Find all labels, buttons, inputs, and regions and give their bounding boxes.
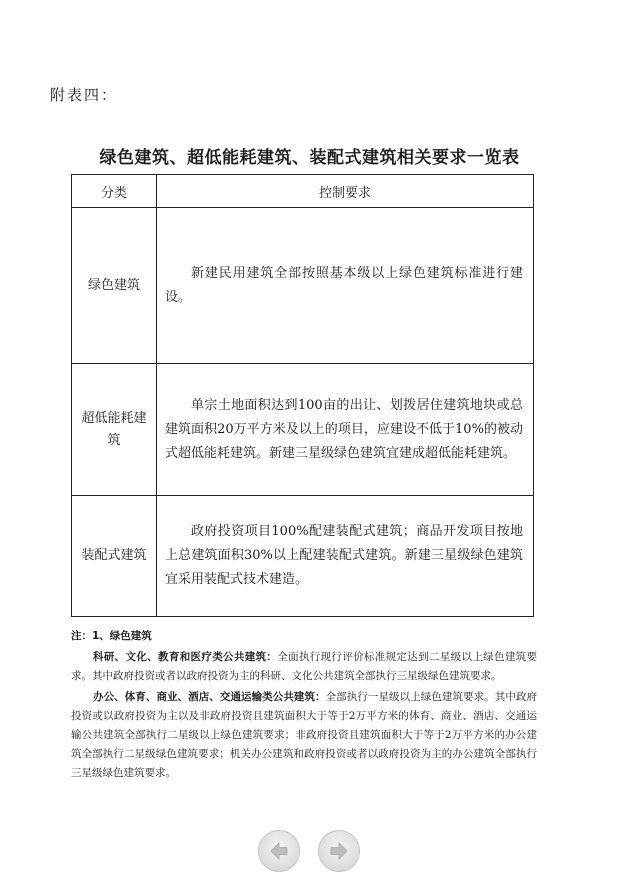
row-requirement: 政府投资项目100%配建装配式建筑；商品开发项目按地上总建筑面积30%以上配建装配式建筑。新建三星级绿色建筑宜采用装配式技术建造。 <box>157 496 534 617</box>
notes-section <box>71 627 537 785</box>
arrow-right-icon <box>328 840 350 862</box>
table-row <box>72 208 534 364</box>
note-lead: 科研、文化、教育和医疗类公共建筑： <box>93 651 278 663</box>
requirements-table <box>71 174 534 617</box>
table-row <box>72 496 534 617</box>
table-row <box>72 364 534 496</box>
row-category: 超低能耗建筑 <box>72 364 157 496</box>
note-text: 全面执行现行评价标准规定达到二星级以上绿色建筑要求。其中政府投资或者以政府投资为主的科研、文化公共建筑全部执行三星级绿色建筑要求。 <box>71 651 538 682</box>
header-category: 分类 <box>72 175 157 208</box>
header-requirement: 控制要求 <box>157 175 534 208</box>
table-header-row <box>72 175 534 208</box>
note-lead: 办公、体育、商业、酒店、交通运输类公共建筑： <box>93 691 326 703</box>
attachment-label: 附表四： <box>50 86 119 104</box>
row-requirement: 单宗土地面积达到100亩的出让、划拨居住建筑地块或总建筑面积20万平方米及以上的项目，应建设不低于10%的被动式超低能耗建筑。新建三星级绿色建筑宜建成超低能耗建筑。 <box>157 364 534 496</box>
note-text: 全部执行一星级以上绿色建筑要求。其中政府投资或以政府投资为主以及非政府投资且建筑面积大于等于2万平方米的体育、商业、酒店、交通运输公共建筑全部执行二星级以上绿色建筑要求；非政府投资且建筑面积大于等于2万平方米的办公建筑全部执行二星级绿色建筑要求；机关办公建筑和政府投资或者以政府投资为主的办公建筑全部执行三星级绿色建筑要求。 <box>71 691 537 779</box>
note-paragraph <box>71 688 537 783</box>
next-page-button[interactable] <box>318 830 360 872</box>
row-requirement: 新建民用建筑全部按照基本级以上绿色建筑标准进行建设。 <box>157 208 534 364</box>
notes-heading: 注：1、绿色建筑 <box>71 630 152 642</box>
note-paragraph <box>71 648 537 686</box>
row-category: 绿色建筑 <box>72 208 157 364</box>
document-title: 绿色建筑、超低能耗建筑、装配式建筑相关要求一览表 <box>99 148 520 168</box>
row-category: 装配式建筑 <box>72 496 157 617</box>
arrow-left-icon <box>268 840 290 862</box>
previous-page-button[interactable] <box>258 830 300 872</box>
